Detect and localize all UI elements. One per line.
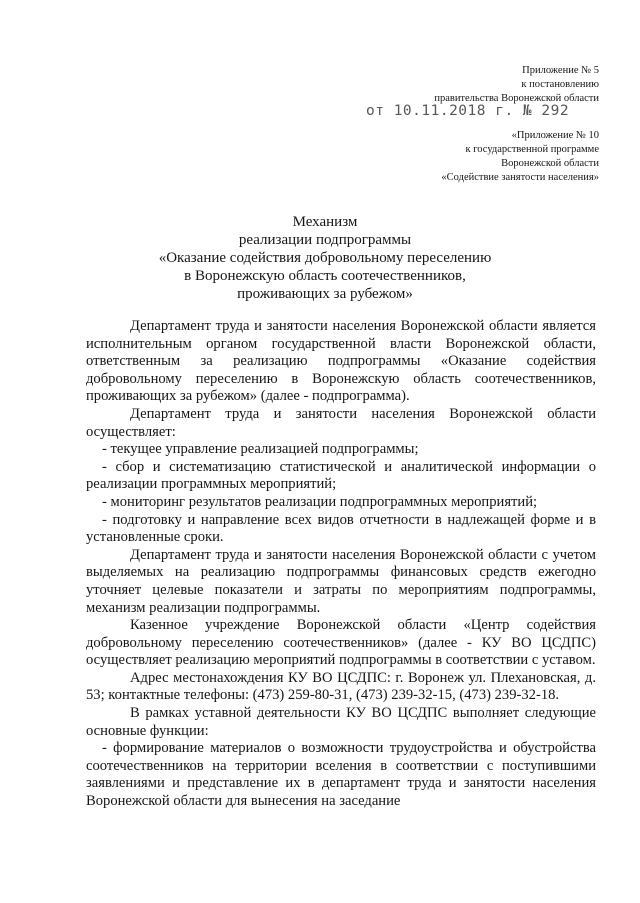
- title-line: Механизм: [292, 214, 358, 230]
- quoted-appendix-program: «Содействие занятости населения»: [441, 172, 599, 183]
- title-line: «Оказание содействия добровольному переселению: [158, 250, 492, 266]
- quoted-appendix-region: Воронежской области: [501, 158, 599, 169]
- list-item: - формирование материалов о возможности трудоустройства и обустройства соотечественников на территории вселения в соответствии с поступившими заявлениями и представление их в департамент труда и занятости населения Воронежской области для вынесения на заседание: [86, 740, 596, 810]
- title-line: в Воронежскую область соотечественников,: [184, 268, 466, 284]
- appendix-number: Приложение № 5: [522, 65, 599, 76]
- document-body: [86, 318, 596, 811]
- appendix-authority: правительства Воронежской области: [434, 93, 599, 104]
- paragraph: Департамент труда и занятости населения Воронежской области с учетом выделяемых на реализацию подпрограммы финансовых средств ежегодно уточняет целевые показатели и затраты по мероприятиям подпрограммы, механизм реализации подпрограммы.: [86, 546, 596, 616]
- quoted-appendix-ref: к государственной программе: [465, 144, 599, 155]
- list-item: - текущее управление реализацией подпрограммы;: [102, 441, 419, 458]
- list-item: - мониторинг результатов реализации подпрограммных мероприятий;: [102, 493, 538, 510]
- document-title: [80, 213, 570, 303]
- title-line: проживающих за рубежом»: [237, 286, 413, 302]
- quoted-appendix-number: «Приложение № 10: [511, 130, 599, 141]
- date-number-stamp: от 10.11.2018 г. № 292: [366, 103, 570, 119]
- appendix-header: [434, 64, 599, 106]
- paragraph: Казенное учреждение Воронежской области «Центр содействия добровольному переселению соотечественников» (далее - КУ ВО ЦСДПС) осуществляет реализацию мероприятий подпрограммы в соответствии с уставом.: [86, 617, 596, 669]
- paragraph: Департамент труда и занятости населения Воронежской области является исполнительным органом государственной власти Воронежской области, ответственным за реализацию подпрограммы «Оказание содействия добровольному переселению в Воронежскую область соотечественников, проживающих за рубежом» (далее - подпрограмма).: [86, 318, 596, 405]
- list-item: - подготовку и направление всех видов отчетности в надлежащей форме и в установленные сроки.: [86, 511, 596, 546]
- title-line: реализации подпрограммы: [238, 232, 412, 248]
- paragraph: Департамент труда и занятости населения Воронежской области осуществляет:: [86, 405, 596, 440]
- quoted-appendix-header: [441, 129, 599, 185]
- appendix-ref: к постановлению: [521, 79, 599, 90]
- paragraph: В рамках уставной деятельности КУ ВО ЦСДПС выполняет следующие основные функции:: [86, 705, 596, 739]
- paragraph: Адрес местонахождения КУ ВО ЦСДПС: г. Воронеж ул. Плехановская, д. 53; контактные телефоны: (473) 259-80-31, (473) 239-32-15, (473) 239-32-18.: [86, 669, 596, 704]
- list-item: - сбор и систематизацию статистической и аналитической информации о реализации программных мероприятий;: [86, 458, 596, 493]
